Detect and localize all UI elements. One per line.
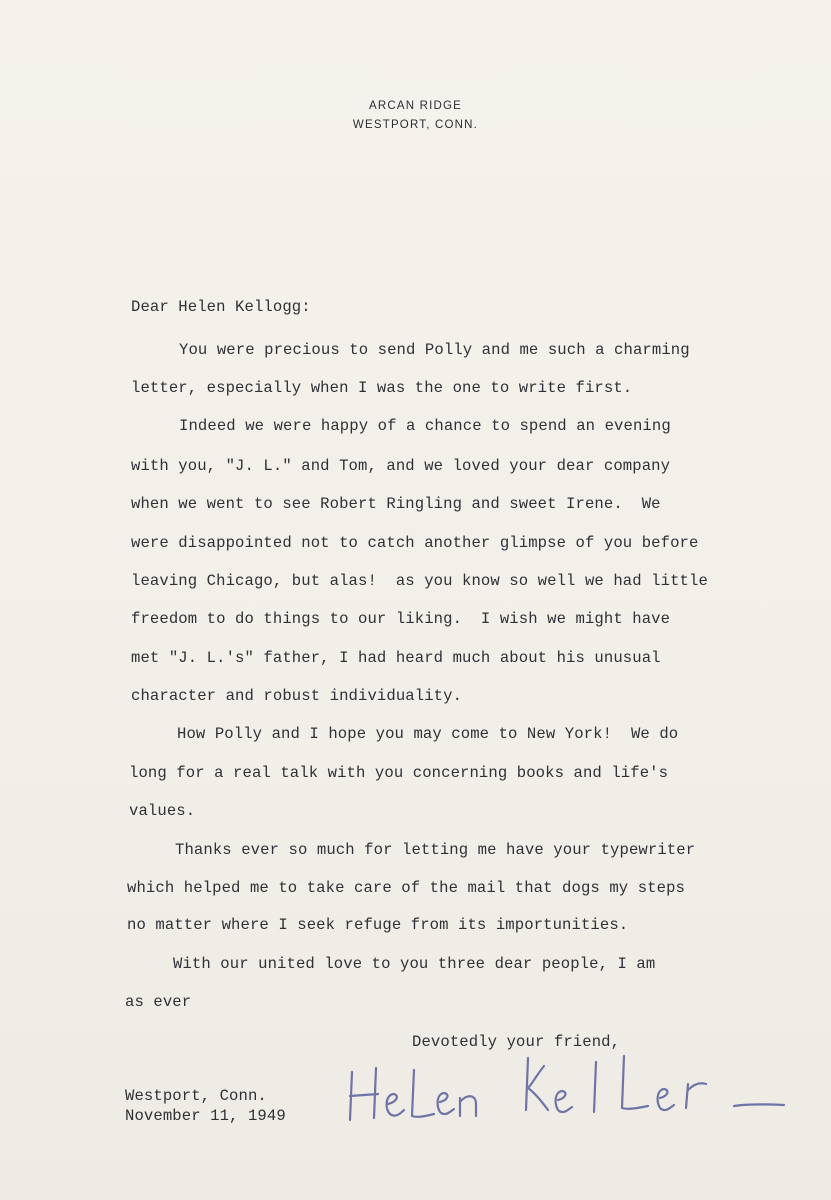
body-line-5: when we went to see Robert Ringling and sweet Irene. We: [131, 495, 661, 513]
letterhead-line-1: ARCAN RIDGE: [368, 100, 463, 112]
body-line-8: freedom to do things to our liking. I wish we might have: [131, 610, 671, 628]
date-line: November 11, 1949: [125, 1107, 286, 1125]
closing-line: Devotedly your friend,: [412, 1033, 621, 1051]
body-line-15: which helped me to take care of the mail that dogs my steps: [127, 879, 686, 897]
body-line-3: Indeed we were happy of a chance to spend an evening: [179, 417, 671, 435]
body-line-9: met "J. L.'s" father, I had heard much about his unusual: [131, 649, 661, 667]
body-line-17: With our united love to you three dear people, I am: [173, 955, 656, 973]
body-line-6: were disappointed not to catch another glimpse of you before: [131, 534, 699, 552]
body-line-18: as ever: [125, 993, 192, 1011]
body-line-14: Thanks ever so much for letting me have your typewriter: [175, 841, 696, 859]
body-line-11: How Polly and I hope you may come to New York! We do: [177, 725, 679, 743]
body-line-16: no matter where I seek refuge from its importunities.: [127, 916, 629, 934]
salutation: Dear Helen Kellogg:: [131, 298, 311, 316]
handwritten-signature: [338, 1038, 798, 1138]
body-line-2: letter, especially when I was the one to write first.: [131, 379, 633, 397]
body-line-4: with you, "J. L." and Tom, and we loved your dear company: [131, 457, 671, 475]
body-line-1: You were precious to send Polly and me such a charming: [179, 341, 690, 359]
body-line-13: values.: [129, 802, 196, 820]
body-line-10: character and robust individuality.: [131, 687, 463, 705]
body-line-12: long for a real talk with you concerning books and life's: [129, 764, 669, 782]
place-line: Westport, Conn.: [125, 1087, 267, 1105]
letterhead-line-2: WESTPORT, CONN.: [352, 119, 479, 131]
body-line-7: leaving Chicago, but alas! as you know so well we had little: [131, 572, 708, 590]
